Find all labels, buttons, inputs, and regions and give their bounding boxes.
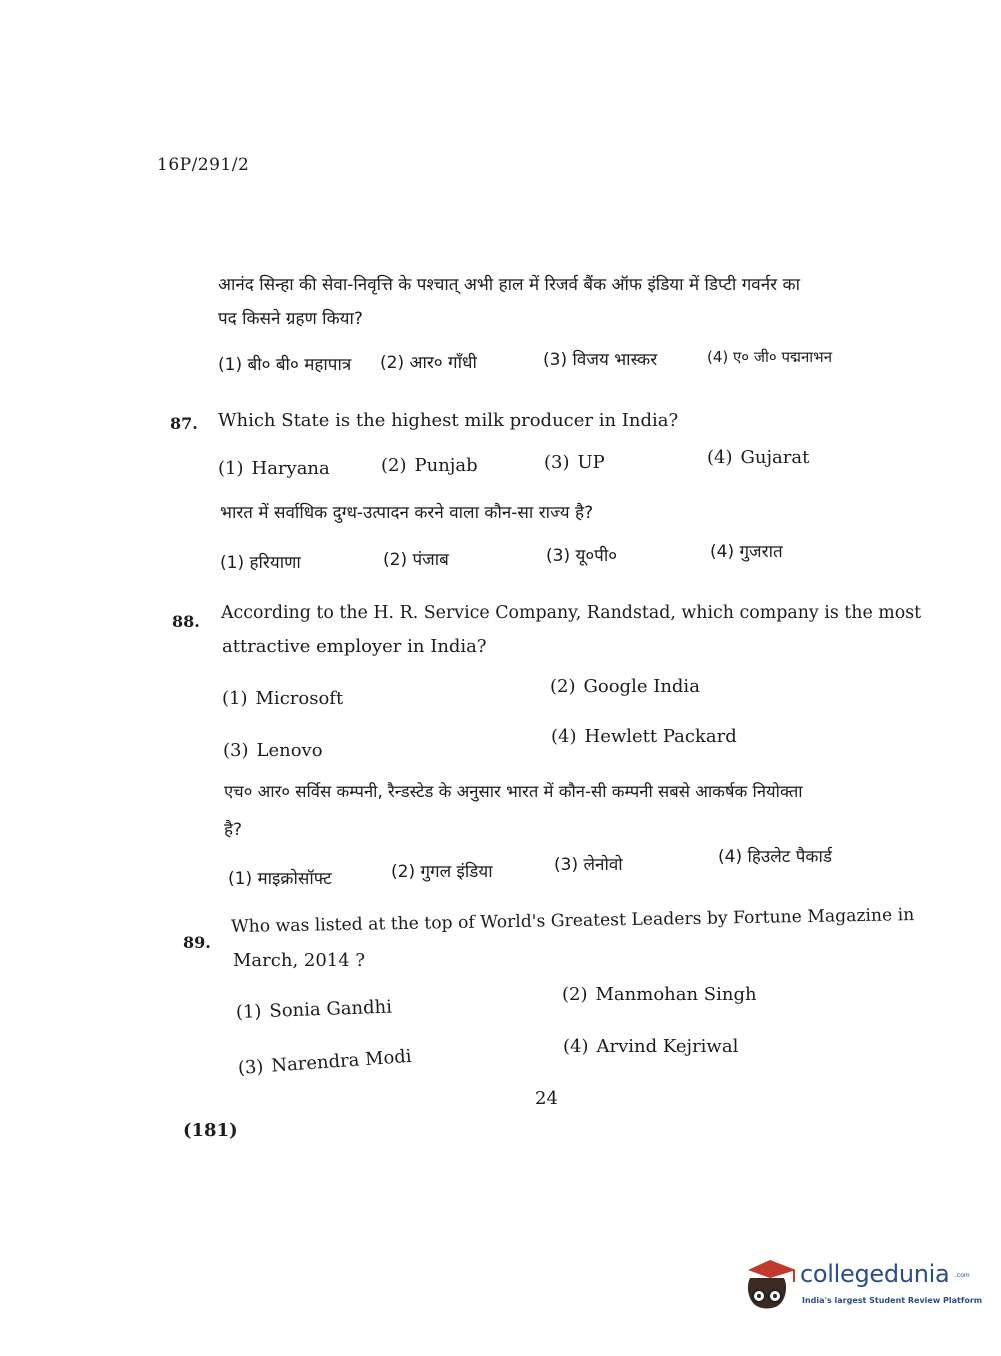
q86-hindi-block bbox=[218, 268, 918, 336]
q88-option-4-label: Hewlett Packard bbox=[584, 726, 737, 747]
q89-option-4-label: Arvind Kejriwal bbox=[596, 1036, 739, 1057]
q88-hindi-option-1: (1) माइक्रोसॉफ्ट bbox=[228, 869, 332, 889]
q89-option-3 bbox=[237, 1042, 413, 1084]
q87-option-2-label: Punjab bbox=[414, 455, 478, 476]
q88-hindi-line2: है? bbox=[224, 820, 243, 840]
q87-option-3-label: UP bbox=[577, 452, 605, 473]
q87-hindi-option-1: (1) हरियाणा bbox=[220, 553, 301, 573]
q88-hindi-option-4: (4) हिउलेट पैकार्ड bbox=[718, 847, 832, 867]
q87-option-4-num: (4) bbox=[707, 447, 733, 468]
q88-option-2 bbox=[550, 672, 700, 702]
q87-hindi-option-3: (3) यू०पी० bbox=[546, 546, 618, 566]
q87-option-1-num: (1) bbox=[218, 458, 244, 479]
q86-hindi-option-2: (2) आर० गाँधी bbox=[380, 353, 477, 373]
q86-hindi-option-4: (4) ए० जी० पद्मनाभन bbox=[707, 348, 833, 366]
q88-option-4-num: (4) bbox=[551, 726, 577, 747]
q87-option-4 bbox=[707, 443, 809, 473]
q87-option-4-label: Gujarat bbox=[740, 447, 810, 468]
q87-hindi-text: भारत में सर्वाधिक दुग्ध-उत्पादन करने वाला कौन-सा राज्य है? bbox=[220, 503, 594, 523]
q89-option-2-label: Manmohan Singh bbox=[595, 984, 757, 1005]
q89-option-4 bbox=[563, 1032, 738, 1062]
q86-hindi-line1: आनंद सिन्हा की सेवा-निवृत्ति के पश्चात् अभी हाल में रिजर्व बैंक ऑफ इंडिया में डिप्टी गवर्नर का bbox=[218, 275, 800, 295]
q88-option-4 bbox=[551, 722, 737, 752]
q88-number: 88. bbox=[172, 612, 200, 631]
q87-option-2 bbox=[381, 451, 478, 481]
q88-option-3-label: Lenovo bbox=[256, 740, 323, 761]
q87-option-3-num: (3) bbox=[544, 452, 570, 473]
paper-code: 16P/291/2 bbox=[157, 155, 250, 175]
q89-line1: Who was listed at the top of World's Greatest Leaders by Fortune Magazine in bbox=[230, 905, 915, 937]
q87-number: 87. bbox=[170, 414, 198, 433]
student-mascot-icon bbox=[742, 1252, 798, 1314]
collegedunia-watermark bbox=[742, 1250, 983, 1320]
q89-option-1 bbox=[235, 993, 392, 1028]
q88-option-3-num: (3) bbox=[223, 740, 249, 761]
q88-option-2-num: (2) bbox=[550, 676, 576, 697]
q88-option-3 bbox=[223, 736, 323, 766]
q89-option-2-num: (2) bbox=[562, 984, 588, 1005]
q88-option-2-label: Google India bbox=[583, 676, 700, 697]
q88-option-1-num: (1) bbox=[222, 688, 248, 709]
q89-option-4-num: (4) bbox=[563, 1036, 589, 1057]
q89-number: 89. bbox=[183, 933, 211, 952]
page-number: 24 bbox=[535, 1088, 558, 1109]
q87-text: Which State is the highest milk producer in India? bbox=[218, 410, 679, 431]
q89-option-1-num: (1) bbox=[235, 1001, 262, 1023]
q88-line1: According to the H. R. Service Company, Randstad, which company is the most bbox=[221, 603, 922, 623]
q87-option-2-num: (2) bbox=[381, 455, 407, 476]
q87-option-1 bbox=[218, 454, 330, 484]
footer-code: (181) bbox=[183, 1120, 238, 1141]
q88-line2: attractive employer in India? bbox=[222, 636, 487, 657]
q87-hindi-option-2: (2) पंजाब bbox=[383, 550, 449, 570]
q87-option-1-label: Haryana bbox=[251, 458, 330, 479]
q89-line2: March, 2014 ? bbox=[233, 950, 366, 971]
watermark-brand-tld: .com bbox=[955, 1272, 970, 1279]
q89-option-1-label: Sonia Gandhi bbox=[269, 996, 393, 1022]
q89-option-3-num: (3) bbox=[237, 1056, 265, 1079]
q88-hindi-line1: एच० आर० सर्विस कम्पनी, रैन्डस्टेड के अनुसार भारत में कौन-सी कम्पनी सबसे आकर्षक नियोक्ता bbox=[224, 782, 803, 801]
q88-hindi-option-2: (2) गुगल इंडिया bbox=[391, 862, 493, 882]
q89-option-3-label: Narendra Modi bbox=[270, 1045, 413, 1077]
q86-hindi-option-3: (3) विजय भास्कर bbox=[543, 350, 658, 370]
watermark-brand-name: collegedunia bbox=[800, 1260, 950, 1288]
q87-hindi-option-4: (4) गुजरात bbox=[710, 542, 783, 562]
q89-option-2 bbox=[562, 980, 757, 1010]
q87-option-3 bbox=[544, 448, 605, 478]
watermark-tagline: India's largest Student Review Platform bbox=[802, 1296, 983, 1305]
q86-hindi-option-1: (1) बी० बी० महापात्र bbox=[218, 355, 352, 375]
q86-hindi-line2: पद किसने ग्रहण किया? bbox=[218, 309, 363, 329]
q88-hindi-option-3: (3) लेनोवो bbox=[554, 855, 623, 875]
q88-option-1 bbox=[222, 684, 343, 714]
q88-option-1-label: Microsoft bbox=[255, 688, 344, 709]
